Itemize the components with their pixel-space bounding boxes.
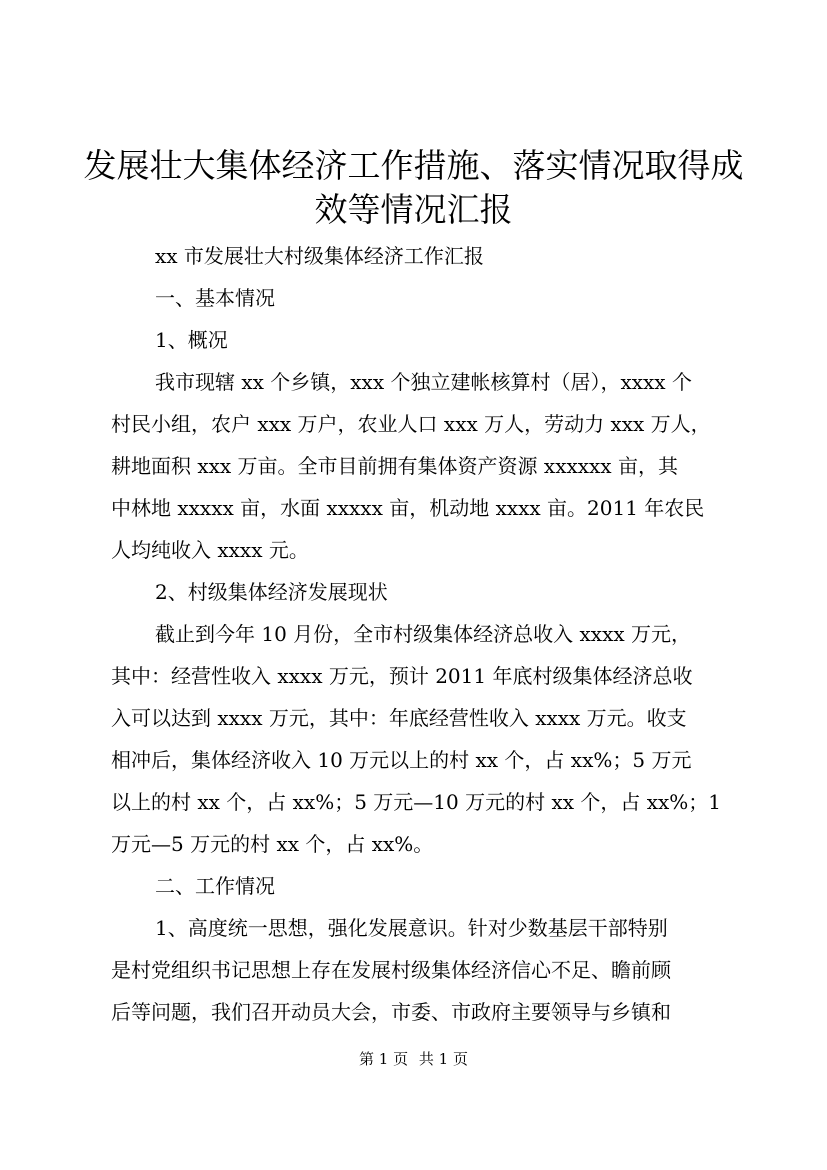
section-heading: 二、工作情况	[155, 874, 275, 898]
report-subtitle: xx 市发展壮大村级集体经济工作汇报	[155, 244, 484, 268]
paragraph-line: 1、高度统一思想，强化发展意识。针对少数基层干部特别	[155, 916, 668, 940]
document-title-line-1: 发展壮大集体经济工作措施、落实情况取得成	[83, 146, 744, 185]
paragraph-line: 是村党组织书记思想上存在发展村级集体经济信心不足、瞻前顾	[111, 958, 671, 982]
paragraph-line: 耕地面积 xxx 万亩。全市目前拥有集体资产资源 xxxxxx 亩，其	[111, 454, 678, 478]
page-footer	[0, 1050, 827, 1068]
paragraph-line: 截止到今年 10 月份，全市村级集体经济总收入 xxxx 万元，	[155, 622, 691, 646]
paragraph-line: 以上的村 xx 个，占 xx%；5 万元—10 万元的村 xx 个，占 xx%；1	[111, 790, 721, 814]
paragraph-line: 村民小组，农户 xxx 万户，农业人口 xxx 万人，劳动力 xxx 万人，	[111, 412, 711, 436]
paragraph-line: 入可以达到 xxxx 万元，其中：年底经营性收入 xxxx 万元。收支	[111, 706, 687, 730]
paragraph-line: 人均纯收入 xxxx 元。	[111, 538, 309, 562]
paragraph-line: 万元—5 万元的村 xx 个，占 xx%。	[111, 832, 434, 856]
paragraph-line: 其中：经营性收入 xxxx 万元，预计 2011 年底村级集体经济总收	[111, 664, 693, 688]
paragraph-line: 中林地 xxxxx 亩，水面 xxxxx 亩，机动地 xxxx 亩。2011 年农民	[111, 496, 705, 520]
paragraph-line: 相冲后，集体经济收入 10 万元以上的村 xx 个，占 xx%；5 万元	[111, 748, 692, 772]
subsection-heading: 1、概况	[155, 328, 228, 352]
paragraph-line: 我市现辖 xx 个乡镇，xxx 个独立建帐核算村（居），xxxx 个	[155, 370, 692, 394]
section-heading: 一、基本情况	[155, 286, 275, 310]
document-title-line-2: 效等情况汇报	[314, 190, 513, 229]
subsection-heading: 2、村级集体经济发展现状	[155, 580, 388, 604]
page-number-total: 共 1 页	[418, 1050, 468, 1068]
paragraph-line: 后等问题，我们召开动员大会，市委、市政府主要领导与乡镇和	[111, 1000, 671, 1024]
page-number-current: 第 1 页	[359, 1050, 409, 1068]
